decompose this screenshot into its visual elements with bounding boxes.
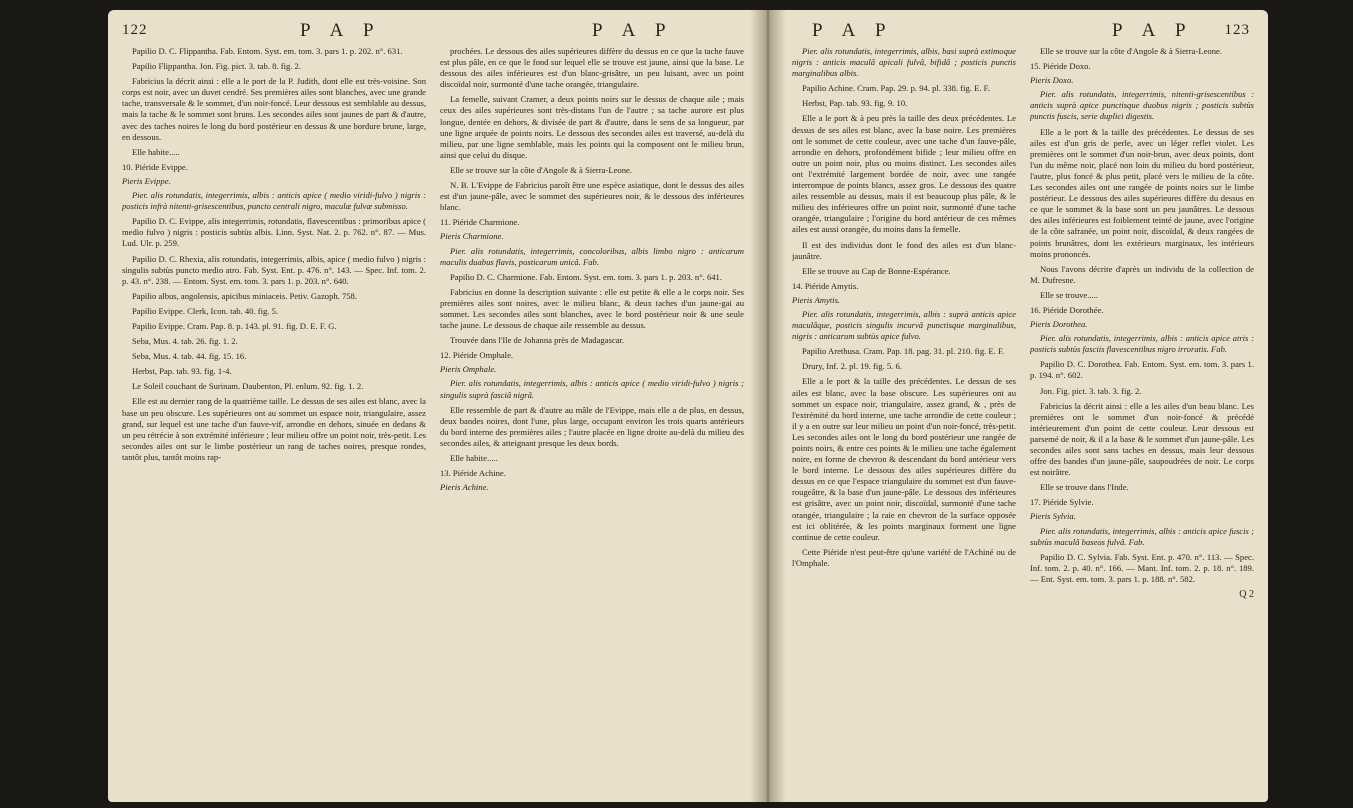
paragraph: Elle habite..... [132, 146, 180, 157]
diagnosis: Pier. alis rotundatis, integerrimis, albis : anticis apice ( medio viridi-fulvo ) nigris : posticis infrà nitenti-grisescentibus, puncto centrali nigro, maculæ fulvæ submisso. [122, 190, 426, 212]
species-name: Pieris Evippe. [122, 175, 171, 186]
paragraph: Elle a le port & la taille des précédentes. Le dessus de ses ailes est blanc, avec la base obscure. Les supérieures ont au sommet un espace noir, triangulaire, assez grand, & , près de l'extrémité du bord interne, une tache arrondie de cette couleur ; il y a en outre sur leur milieu un point d'un noir-foncé, très-petit. Les secondes ailes ont le long du bord postérieur une rangée de points noirs, & entre ces points & le milieu une tache également noire, en forme de chevron & descendant du bord antérieur vers le bord interne. Le dessous des ailes supérieures diffère du dessus en ce que l'espace triangulaire du sommet est d'un fauve-rougeâtre, & la base d'un jaune-pâle. Le dessous des inférieures est grisâtre, avec un point noir, discoïdal, surmonté d'une tache orangée, triangulaire ; la raie en chevron de la surface opposée est ici oblitérée, & les points marginaux forment une ligne continue de cette couleur. [792, 376, 1016, 542]
reference: Drury, Inf. 2. pl. 19. fig. 5. 6. [802, 361, 902, 372]
reference: Papilio D. C. Sylvia. Fab. Syst. Ent. p. 470. n°. 113. — Spec. Inf. tom. 2. p. 40. n°. 166. — Mant. Inf. tom. 2. p. 18. n°. 189. — Ent. Syst. em. tom. 3. pars 1. p. 188. n°. 582. [1030, 551, 1254, 584]
reference: Papilio Evippe. Cram. Pap. 8. p. 143. pl. 91. fig. D. E. F. G. [132, 320, 337, 331]
paragraph: Elle se trouve..... [1040, 289, 1098, 300]
species-name: Pieris Sylvia. [1030, 511, 1076, 522]
left-page-column-2 [440, 46, 744, 792]
left-page [108, 10, 758, 802]
reference: Papilio D. C. Dorothea. Fab. Entom. Syst. em. tom. 3. pars 1. p. 194. n°. 602. [1030, 359, 1254, 381]
page-number-right: 123 [1224, 22, 1250, 38]
signature-mark: Q 2 [1239, 589, 1254, 601]
running-title: P A P [1112, 20, 1194, 41]
reference: Papilio D. C. Evippe, alis integerrimis, rotundatis, flavescentibus : primoribus apice ( medio fulvo ) nigris : posticis subtùs albis. Linn. Syst. Nat. 2. p. 762. n°. 87. — Mus. Lud. Ulr. p. 259. [122, 216, 426, 249]
reference: Papilio Arethusa. Cram. Pap. 18. pag. 31. pl. 210. fig. E. F. [802, 346, 1005, 357]
species-heading: 13. Piéride Achine. [440, 468, 506, 479]
reference: Papilio Achine. Cram. Pap. 29. p. 94. pl. 338. fig. E. F. [802, 83, 990, 94]
paragraph: Elle se trouve sur la côte d'Angole & à Sierra-Leone. [450, 164, 632, 175]
paragraph: Elle a le port & à peu près la taille des deux précédentes. Le dessus de ses ailes est blanc, avec la base noire. Les premières ont le sommet de cette couleur, avec une tache d'un fauve-pâle, arrondie en dehors, profondément bifide ; leur milieu offre en outre un point noir, plus ou moins distinct. Les secondes ailes ont l'extrémité largement bordée de noir, avec une rangée interrompue de points blancs, assez gros. Le dessous des quatre ailes ressemble au dessus, mais il est beaucoup plus pâle, & le milieu des inférieures offre un point noir, surmonté d'une tache orangée, triangulaire ; l'origine du bord antérieur de ces mêmes ailes est aussi orangée, du moins dans la femelle. [792, 113, 1016, 235]
species-heading: 15. Piéride Doxo. [1030, 61, 1091, 72]
open-book [108, 10, 1268, 802]
paragraph: Elle ressemble de part & d'autre au mâle de l'Evippe, mais elle a de plus, en dessus, deux bandes noires, dont l'une, plus large, occupant environ les trois quarts antérieurs du bord interne des premières ailes ; l'autre placée en ligne droite au-delà du milieu des secondes ailes, & atteignant presque les deux bords. [440, 404, 744, 448]
paragraph: Elle se trouve dans l'Inde. [1040, 482, 1129, 493]
diagnosis: Pier. alis rotundatis, integerrimis, albis : anticis apice fuscis ; subtùs maculâ baseos fulvâ. Fab. [1030, 525, 1254, 547]
diagnosis: Pier. alis rotundatis, integerrimis, concoloribus, albis limbo nigro : anticarum maculis duabus flavis, posticarum unicâ. Fab. [440, 245, 744, 267]
right-page-column-2 [1030, 46, 1254, 792]
left-page-column-1 [122, 46, 426, 792]
paragraph: La femelle, suivant Cramer, a deux points noirs sur le dessus de chaque aile ; mais ceux des ailes supérieures sont très-distans l'un de l'autre ; sa tache aurore est plus longue, dentée en dehors, & divisée de part & d'autre, dans le sens de sa longueur, par une ligne arquée de points noirs. Le dessous des secondes ailes est traversé, au-delà du milieu, par une ligne semblable, mais les points qui la composent ont le milieu brun, ainsi que celui du disque. [440, 94, 744, 160]
species-heading: 17. Piéride Sylvie. [1030, 497, 1094, 508]
running-title: P A P [812, 20, 894, 41]
reference: Jon. Fig. pict. 3. tab. 3. fig. 2. [1040, 385, 1142, 396]
reference: Le Soleil couchant de Surinam. Daubenton, Pl. enlum. 92. fig. 1. 2. [132, 381, 364, 392]
right-page-column-1 [792, 46, 1016, 792]
paragraph: Fabricius en donne la description suivante : elle est petite & elle a le corps noir. Ses premières ailes sont noires, avec le milieu blanc, & deux taches d'un jaune-gai au sommet. Les secondes ailes sont blanches, avec le bord postérieur noir & une seule tache jaune. Le dessous de chaque aile ressemble au dessus. [440, 286, 744, 331]
paragraph: Elle est au dernier rang de la quatrième taille. Le dessus de ses ailes est blanc, avec la base un peu obscure. Les supérieures ont au sommet un espace noir, triangulaire, assez grand, sur lequel est une tache d'un fauve-vif, arrondie en dehors, sinuée en dedans & un peu rétrécie à son extrémité inférieure ; leur milieu offre un point noir, très-petit. Les secondes ailes ont sur le limbe postérieur un rang de taches noires, presque rondes, tantôt plus, tantôt moins rap- [122, 396, 426, 462]
paragraph: Fabricius la décrit ainsi : elle a le port de la P. Judith, dont elle est très-voisine. Son corps est noir, avec un duvet cendré. Ses premières ailes sont blanches, avec une grande tache, transversale & le sommet, d'un noir-foncé. Leur dessous est semblable au dessus, mais la tache & le sommet sont bruns. Les secondes ailes sont jaunes de part & d'autre, avec des taches noires le long du bord postérieur en dessus & une bordure brune, large, en dessous. [122, 76, 426, 142]
diagnosis: Pier. alis rotundatis, integerrimis, albis, basi suprà extimoque nigris : anticis maculâ apicali fulvâ, bifidâ ; posticis punctis marginalibus albis. [792, 46, 1016, 79]
paragraph: Elle habite..... [450, 453, 498, 463]
diagnosis: Pier. alis rotundatis, integerrimis, albis : suprà anticis apice maculâque, posticis singulis incurvâ punctisque marginalibus, nigris : anticarum subtùs apice fulvo. [792, 308, 1016, 342]
reference: Papilio D. C. Charmione. Fab. Entom. Syst. em. tom. 3. pars 1. p. 203. n°. 641. [450, 271, 722, 282]
paragraph: Cette Piéride n'est peut-être qu'une variété de l'Achiné ou de l'Omphale. [792, 546, 1016, 568]
running-title: P A P [300, 20, 382, 41]
species-heading: 12. Piéride Omphale. [440, 350, 514, 361]
species-heading: 16. Piéride Dorothée. [1030, 304, 1104, 315]
paragraph: Nous l'avons décrite d'après un individu de la collection de M. Dufresne. [1030, 263, 1254, 285]
paragraph: prochées. Le dessous des ailes supérieures diffère du dessus en ce que la tache fauve est plus pâle, en ce que le fond sur lequel elle se trouve est jaune, ainsi que la base. Le dessous des ailes inférieures est d'un blanc-grisâtre, un peu luisant, avec un point discoïdal noir, surmonté d'une tache orangée, triangulaire. [440, 46, 744, 90]
species-name: Pieris Amytis. [792, 294, 841, 305]
reference: Papilio albus, angolensis, apicibus miniaceis. Petiv. Gazoph. 758. [132, 290, 357, 301]
paragraph: Papilio Flippantha. Jon. Fig. pict. 3. tab. 8. fig. 2. [132, 61, 302, 72]
reference: Seba, Mus. 4. tab. 44. fig. 15. 16. [132, 351, 247, 362]
species-heading: 10. Piéride Evippe. [122, 161, 188, 172]
right-page [778, 10, 1268, 802]
reference: Papilio D. C. Rhexia, alis rotundatis, integerrimis, albis, apice ( medio fulvo ) nigris : singulis subtùs puncto medio atro. Fab. Syst. Ent. p. 476. n°. 143. — Spec. Inf. tom. 2. p. 43. n°. 238. — Entom. Syst. em. tom. 3. pars 1. p. 203. n°. 640. [122, 253, 426, 286]
reference: Papilio Evippe. Clerk, Icon. tab. 40. fig. 5. [132, 305, 279, 316]
paragraph: Elle se trouve au Cap de Bonne-Espérance. [802, 265, 951, 276]
species-name: Pieris Charmione. [440, 231, 504, 242]
paragraph: Fabricius la décrit ainsi : elle a les ailes d'un beau blanc. Les premières ont le sommet d'un noir-foncé & précédé intérieurement d'un point de cette couleur. Leur dessous est parsemé de noir, & il a la base & le sommet d'un jaune-pâle. Les secondes ailes sont sans taches en dessus, mais leur dessous offre des bandes d'un jaune-pâle, saupoudrées de noir. Le corps est noirâtre. [1030, 400, 1254, 478]
paragraph: Papilio D. C. Flippantha. Fab. Entom. Syst. em. tom. 3. pars 1. p. 202. n°. 631. [132, 46, 403, 56]
reference: Seba, Mus. 4. tab. 26. fig. 1. 2. [132, 336, 238, 347]
running-title: P A P [592, 20, 674, 41]
running-head-left [122, 20, 744, 48]
paragraph: Il est des individus dont le fond des ailes est d'un blanc-jaunâtre. [792, 239, 1016, 261]
species-name: Pieris Doxo. [1030, 75, 1074, 86]
page-number-left: 122 [122, 22, 148, 38]
paragraph: Elle a le port & la taille des précédentes. Le dessus de ses ailes est d'un gris de perle, avec un léger reflet violet. Les premières ont le sommet d'un noir-brun, avec deux points, dont l'un du même noir, placé non loin du milieu du bord postérieur, l'autre, plus foncé & plus petit, placé vers le milieu de la côte. Les secondes ailes ont une rangée de points noirs sur le limbe postérieur. Le dessous des ailes supérieures diffère du dessus en ce que le sommet & la base sont un peu jaunâtres. Le dessous des ailes inférieures est foiblement teinté de jaune, avec l'origine de la côte safranée, un point noir, discoïdal, & deux rangées de points brunâtres, dont les extérieurs marginaux, les intérieurs moins prononcés. [1030, 126, 1254, 259]
diagnosis: Pier. alis rotundatis, integerrimis, albis : anticis apice ( medio viridi-fulvo ) nigris ; singulis suprà fasciâ nigrâ. [440, 378, 744, 400]
diagnosis: Pier. alis rotundatis, integerrimis, albis : anticis apice atris : posticis subtùs fasciis flavescentibus nigro irroratis. Fab. [1030, 333, 1254, 355]
paragraph: Elle se trouve sur la côte d'Angole & à Sierra-Leone. [1040, 46, 1222, 56]
paragraph: Trouvée dans l'Ile de Johanna près de Madagascar. [450, 335, 625, 346]
paragraph: N. B. L'Evippe de Fabricius paroît être une espèce asiatique, dont le dessus des ailes est d'un jaune-pâle, avec le sommet des supérieures noir, & le dessous des inférieures blanc. [440, 180, 744, 213]
species-heading: 11. Piéride Charmione. [440, 217, 520, 228]
species-heading: 14. Piéride Amytis. [792, 280, 859, 291]
reference: Herbst, Pap. tab. 93. fig. 1-4. [132, 366, 232, 377]
species-name: Pieris Omphale. [440, 364, 497, 375]
diagnosis: Pier. alis rotundatis, integerrimis, nitenti-grisescentibus : anticis suprà apice punctisque duobus nigris ; posticis subtùs punctis fuscis, serie duplici digestis. [1030, 89, 1254, 122]
species-name: Pieris Achine. [440, 482, 489, 493]
reference: Herbst, Pap. tab. 93. fig. 9. 10. [802, 98, 908, 109]
running-head-right [792, 20, 1254, 48]
species-name: Pieris Dorothea. [1030, 319, 1088, 330]
